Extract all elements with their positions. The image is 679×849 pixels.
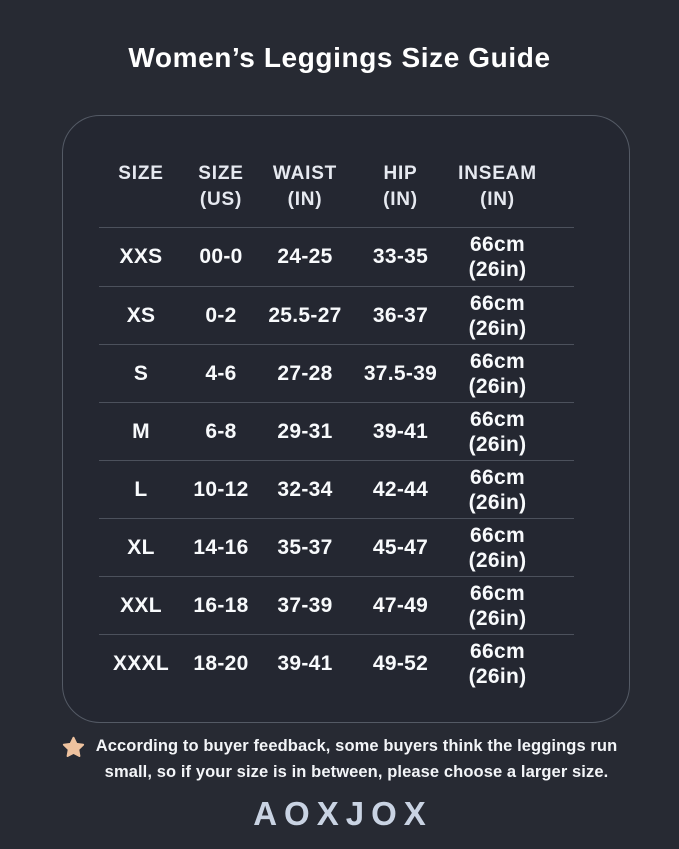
cell-inseam-cm: 66cm [470,523,525,547]
cell-inseam-cm: 66cm [470,465,525,489]
cell-size-us: 18-20 [193,651,249,675]
cell-waist: 37-39 [277,593,333,617]
cell-inseam-in: (26in) [468,606,527,630]
cell-inseam-cm: 66cm [470,407,525,431]
cell-size-us: 14-16 [193,535,249,559]
cell-inseam-cm: 66cm [470,581,525,605]
table-row [99,402,574,460]
cell-inseam [450,465,545,515]
cell-waist: 25.5-27 [268,303,342,327]
cell-size: XS [126,303,156,327]
cell-size: XXS [119,245,163,268]
cell-waist: 29-31 [277,419,333,443]
cell-size: XXL [120,593,162,617]
buyer-feedback-note [0,733,679,785]
cell-inseam [450,291,545,341]
page-title: Women’s Leggings Size Guide [128,42,551,73]
table-header-row [99,116,574,228]
cell-size: XL [127,535,155,559]
column-header-line1: HIP [383,163,418,184]
cell-inseam-in: (26in) [468,316,527,340]
table-row [99,576,574,634]
column-header [259,161,351,227]
brand-logo: AOXJOX [253,795,433,832]
cell-hip: 49-52 [372,651,429,675]
cell-waist: 27-28 [277,361,333,385]
cell-size-us: 16-18 [193,593,249,617]
cell-hip: 36-37 [372,303,429,327]
column-header-line2: (IN) [383,189,418,210]
cell-inseam-cm: 66cm [470,639,525,663]
column-header-line1: INSEAM [458,163,537,184]
column-header-line1: SIZE [118,163,164,184]
size-table [99,116,574,692]
cell-inseam [450,232,545,282]
cell-waist: 39-41 [277,651,333,675]
column-header-line1: WAIST [272,163,338,184]
cell-inseam [450,407,545,457]
cell-size-us: 10-12 [193,477,249,501]
table-row [99,286,574,344]
cell-size: L [134,477,148,501]
cell-hip: 45-47 [372,535,429,559]
cell-size: M [132,419,150,443]
column-header-line1: SIZE [198,163,244,184]
cell-inseam-in: (26in) [468,258,527,281]
size-table-panel [62,115,630,723]
cell-hip: 33-35 [372,245,429,268]
cell-inseam-in: (26in) [468,374,527,398]
cell-inseam [450,639,545,689]
cell-size: XXXL [112,651,170,675]
cell-size-us: 6-8 [205,419,237,443]
cell-waist: 32-34 [277,477,333,501]
table-row [99,634,574,692]
cell-size-us: 00-0 [199,245,243,268]
cell-waist: 24-25 [277,245,333,268]
table-row [99,460,574,518]
cell-inseam-cm: 66cm [470,233,525,256]
cell-hip: 39-41 [372,419,429,443]
cell-size-us: 0-2 [205,303,237,327]
cell-hip: 47-49 [372,593,429,617]
cell-inseam-in: (26in) [468,490,527,514]
table-row [99,228,574,286]
table-row [99,344,574,402]
table-body [99,228,574,692]
cell-inseam-in: (26in) [468,432,527,456]
note-text [96,733,618,785]
column-header-line2: (US) [199,189,243,210]
cell-inseam [450,581,545,631]
cell-inseam-in: (26in) [468,664,527,688]
column-header-line2: (IN) [480,189,515,210]
cell-hip: 37.5-39 [363,361,438,385]
column-header [183,161,259,227]
star-icon [62,736,85,764]
cell-hip: 42-44 [372,477,429,501]
cell-inseam-cm: 66cm [470,291,525,315]
table-row [99,518,574,576]
cell-inseam [450,523,545,573]
column-header [351,161,450,227]
note-line1: According to buyer feedback, some buyers think the leggings run [95,737,618,755]
cell-waist: 35-37 [277,535,333,559]
cell-inseam-cm: 66cm [470,349,525,373]
cell-inseam [450,349,545,399]
cell-size: S [133,361,149,385]
column-header [450,161,545,227]
cell-inseam-in: (26in) [468,548,527,572]
note-line2: small, so if your size is in between, please choose a larger size. [104,763,609,781]
column-header-line2: (IN) [287,189,323,210]
cell-size-us: 4-6 [205,361,237,385]
column-header [99,161,183,227]
